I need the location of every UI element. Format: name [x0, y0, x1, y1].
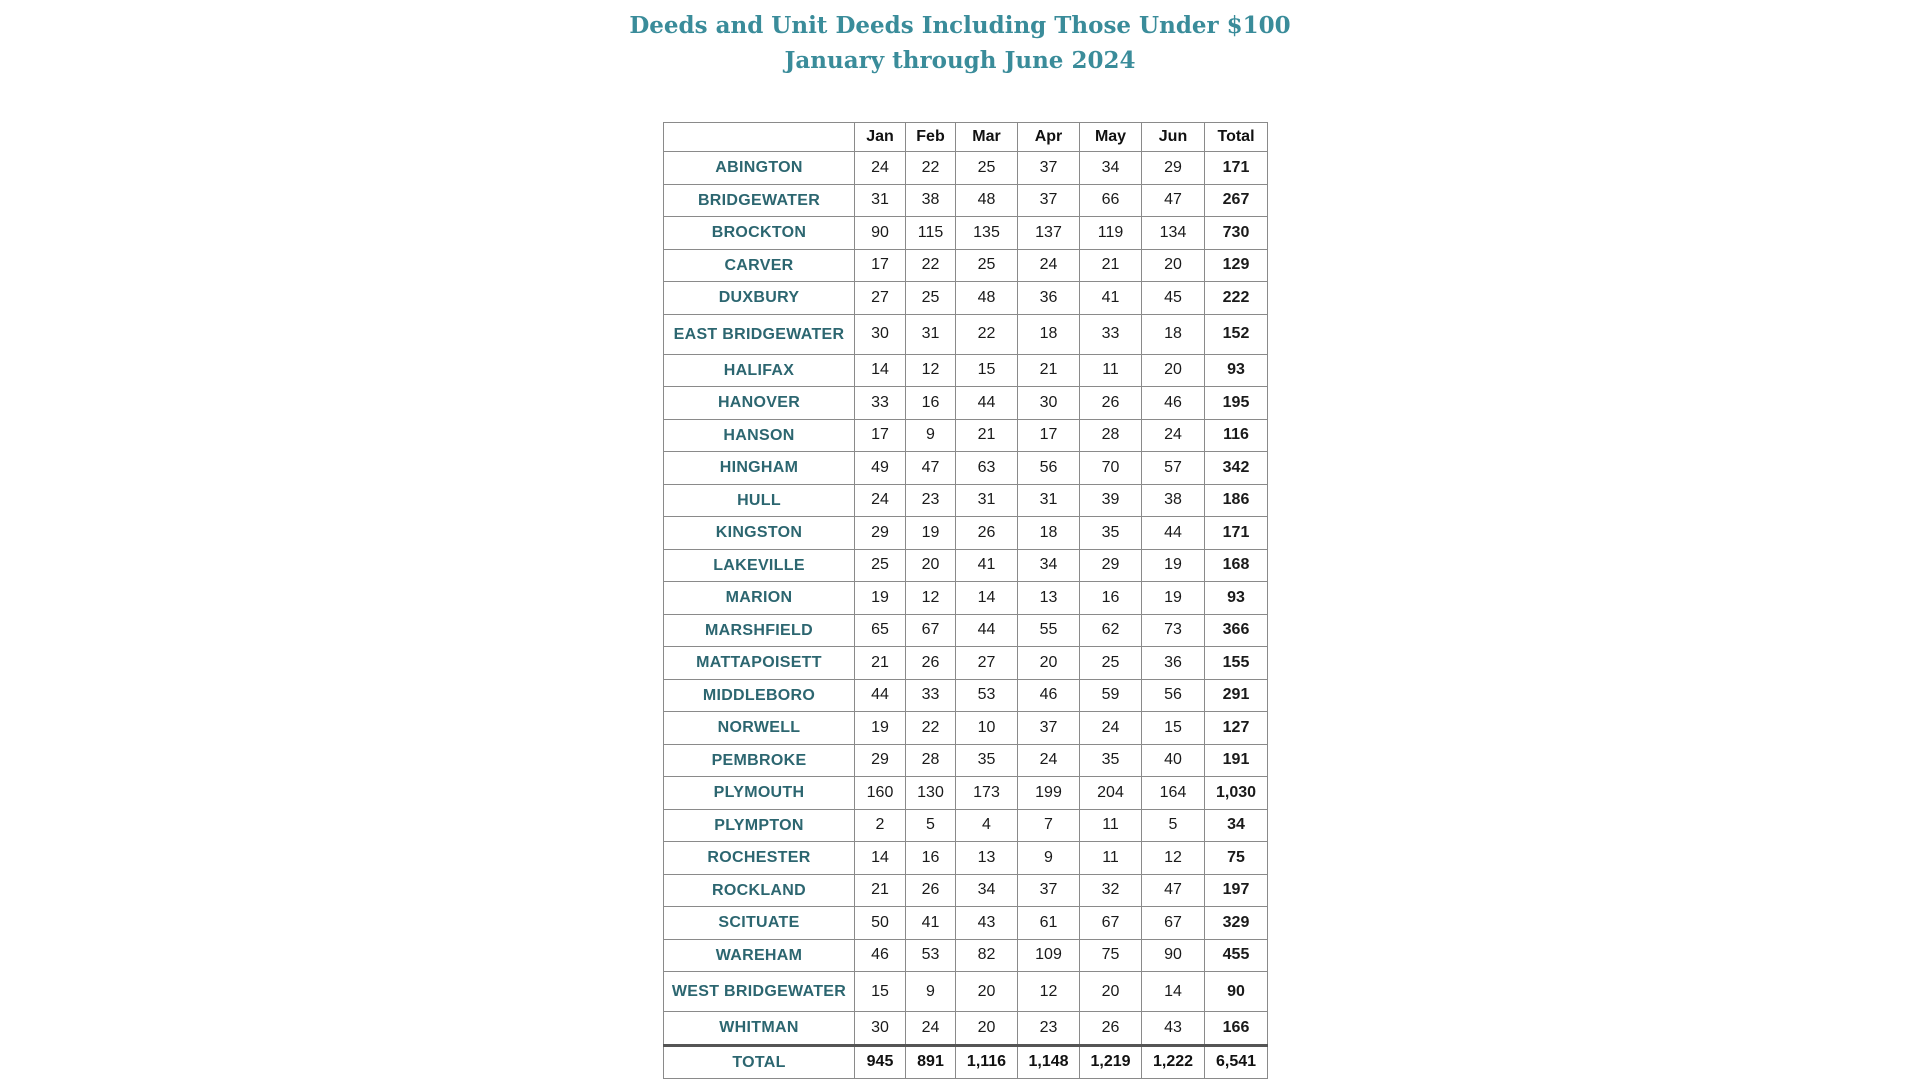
cell-feb: 67: [906, 614, 956, 647]
cell-total: 191: [1205, 744, 1268, 777]
cell-mar: 25: [956, 249, 1018, 282]
cell-jun: 20: [1142, 249, 1205, 282]
town-name: BROCKTON: [664, 217, 855, 250]
cell-feb: 12: [906, 354, 956, 387]
cell-apr: 30: [1018, 387, 1080, 420]
cell-jun: 44: [1142, 517, 1205, 550]
cell-jun: 134: [1142, 217, 1205, 250]
cell-total: 1,030: [1205, 777, 1268, 810]
title-line-2: January through June 2024: [784, 47, 1136, 74]
cell-total: 455: [1205, 939, 1268, 972]
town-name: KINGSTON: [664, 517, 855, 550]
cell-jun: 5: [1142, 809, 1205, 842]
cell-may: 33: [1080, 314, 1142, 354]
table-row: [664, 582, 1268, 615]
cell-apr: 37: [1018, 184, 1080, 217]
table-row: [664, 217, 1268, 250]
cell-mar: 41: [956, 549, 1018, 582]
town-name: ROCHESTER: [664, 842, 855, 875]
cell-apr: 61: [1018, 907, 1080, 940]
cell-may: 66: [1080, 184, 1142, 217]
cell-may: 204: [1080, 777, 1142, 810]
cell-mar: 21: [956, 419, 1018, 452]
cell-jun: 43: [1142, 1012, 1205, 1046]
cell-feb: 115: [906, 217, 956, 250]
cell-jun: 18: [1142, 314, 1205, 354]
cell-mar: 26: [956, 517, 1018, 550]
town-name: HANSON: [664, 419, 855, 452]
cell-may: 59: [1080, 679, 1142, 712]
cell-jun: 36: [1142, 647, 1205, 680]
cell-jun: 90: [1142, 939, 1205, 972]
table-row: [664, 777, 1268, 810]
total-jun: 1,222: [1142, 1045, 1205, 1079]
cell-total: 171: [1205, 517, 1268, 550]
cell-mar: 48: [956, 184, 1018, 217]
cell-mar: 15: [956, 354, 1018, 387]
header-jun: Jun: [1142, 123, 1205, 152]
cell-feb: 5: [906, 809, 956, 842]
cell-may: 24: [1080, 712, 1142, 745]
cell-jan: 49: [855, 452, 906, 485]
cell-apr: 20: [1018, 647, 1080, 680]
cell-apr: 46: [1018, 679, 1080, 712]
cell-apr: 13: [1018, 582, 1080, 615]
cell-feb: 130: [906, 777, 956, 810]
cell-jan: 24: [855, 484, 906, 517]
cell-jun: 19: [1142, 549, 1205, 582]
table-row: [664, 549, 1268, 582]
cell-apr: 18: [1018, 517, 1080, 550]
cell-jan: 25: [855, 549, 906, 582]
cell-feb: 22: [906, 152, 956, 185]
cell-mar: 22: [956, 314, 1018, 354]
header-feb: Feb: [906, 123, 956, 152]
total-grand: 6,541: [1205, 1045, 1268, 1079]
table-row: [664, 679, 1268, 712]
cell-apr: 21: [1018, 354, 1080, 387]
cell-total: 329: [1205, 907, 1268, 940]
table-row: [664, 314, 1268, 354]
town-name: EAST BRIDGEWATER: [664, 314, 855, 354]
total-feb: 891: [906, 1045, 956, 1079]
table-row: [664, 939, 1268, 972]
cell-may: 21: [1080, 249, 1142, 282]
cell-total: 267: [1205, 184, 1268, 217]
cell-total: 155: [1205, 647, 1268, 680]
cell-may: 67: [1080, 907, 1142, 940]
cell-apr: 37: [1018, 874, 1080, 907]
town-name: WEST BRIDGEWATER: [664, 972, 855, 1012]
table-row: [664, 744, 1268, 777]
cell-mar: 63: [956, 452, 1018, 485]
cell-mar: 82: [956, 939, 1018, 972]
cell-may: 29: [1080, 549, 1142, 582]
cell-mar: 10: [956, 712, 1018, 745]
cell-apr: 34: [1018, 549, 1080, 582]
cell-total: 186: [1205, 484, 1268, 517]
cell-may: 20: [1080, 972, 1142, 1012]
table-row: [664, 809, 1268, 842]
cell-apr: 18: [1018, 314, 1080, 354]
cell-jun: 20: [1142, 354, 1205, 387]
cell-total: 152: [1205, 314, 1268, 354]
table-row: [664, 354, 1268, 387]
cell-jun: 24: [1142, 419, 1205, 452]
header-apr: Apr: [1018, 123, 1080, 152]
cell-jun: 47: [1142, 184, 1205, 217]
cell-jan: 19: [855, 582, 906, 615]
table-row: [664, 712, 1268, 745]
cell-total: 90: [1205, 972, 1268, 1012]
cell-feb: 53: [906, 939, 956, 972]
cell-mar: 48: [956, 282, 1018, 315]
cell-mar: 4: [956, 809, 1018, 842]
cell-total: 129: [1205, 249, 1268, 282]
cell-feb: 9: [906, 419, 956, 452]
cell-jan: 17: [855, 419, 906, 452]
cell-jan: 27: [855, 282, 906, 315]
cell-mar: 173: [956, 777, 1018, 810]
cell-feb: 25: [906, 282, 956, 315]
cell-jan: 17: [855, 249, 906, 282]
cell-mar: 14: [956, 582, 1018, 615]
town-name: HINGHAM: [664, 452, 855, 485]
header-jan: Jan: [855, 123, 906, 152]
cell-mar: 43: [956, 907, 1018, 940]
cell-mar: 13: [956, 842, 1018, 875]
cell-jun: 73: [1142, 614, 1205, 647]
cell-mar: 44: [956, 614, 1018, 647]
cell-jan: 15: [855, 972, 906, 1012]
cell-jan: 30: [855, 1012, 906, 1046]
cell-jan: 21: [855, 874, 906, 907]
cell-total: 75: [1205, 842, 1268, 875]
cell-apr: 31: [1018, 484, 1080, 517]
cell-jun: 14: [1142, 972, 1205, 1012]
cell-apr: 55: [1018, 614, 1080, 647]
table-row: [664, 907, 1268, 940]
town-name: WHITMAN: [664, 1012, 855, 1046]
town-name: PLYMOUTH: [664, 777, 855, 810]
cell-may: 26: [1080, 1012, 1142, 1046]
cell-may: 34: [1080, 152, 1142, 185]
cell-jan: 46: [855, 939, 906, 972]
cell-feb: 23: [906, 484, 956, 517]
cell-jan: 160: [855, 777, 906, 810]
cell-apr: 37: [1018, 712, 1080, 745]
town-name: HULL: [664, 484, 855, 517]
cell-may: 26: [1080, 387, 1142, 420]
cell-total: 730: [1205, 217, 1268, 250]
cell-apr: 12: [1018, 972, 1080, 1012]
cell-may: 70: [1080, 452, 1142, 485]
table-row: [664, 152, 1268, 185]
cell-apr: 7: [1018, 809, 1080, 842]
cell-jan: 21: [855, 647, 906, 680]
cell-apr: 23: [1018, 1012, 1080, 1046]
cell-total: 127: [1205, 712, 1268, 745]
table-row: [664, 874, 1268, 907]
town-name: MATTAPOISETT: [664, 647, 855, 680]
cell-apr: 9: [1018, 842, 1080, 875]
cell-mar: 25: [956, 152, 1018, 185]
total-row: [664, 1045, 1268, 1079]
cell-jan: 19: [855, 712, 906, 745]
cell-feb: 16: [906, 842, 956, 875]
town-name: CARVER: [664, 249, 855, 282]
deeds-table: [663, 122, 1268, 1079]
cell-jun: 45: [1142, 282, 1205, 315]
cell-jun: 29: [1142, 152, 1205, 185]
cell-feb: 38: [906, 184, 956, 217]
cell-jan: 14: [855, 354, 906, 387]
cell-jun: 12: [1142, 842, 1205, 875]
cell-total: 197: [1205, 874, 1268, 907]
cell-jun: 19: [1142, 582, 1205, 615]
cell-apr: 24: [1018, 249, 1080, 282]
town-name: WAREHAM: [664, 939, 855, 972]
town-name: ABINGTON: [664, 152, 855, 185]
table-row: [664, 842, 1268, 875]
cell-feb: 22: [906, 712, 956, 745]
table-row: [664, 387, 1268, 420]
cell-total: 34: [1205, 809, 1268, 842]
town-name: HALIFAX: [664, 354, 855, 387]
cell-jun: 47: [1142, 874, 1205, 907]
cell-jan: 14: [855, 842, 906, 875]
total-apr: 1,148: [1018, 1045, 1080, 1079]
cell-jan: 29: [855, 744, 906, 777]
cell-jun: 40: [1142, 744, 1205, 777]
header-town: [664, 123, 855, 152]
cell-apr: 137: [1018, 217, 1080, 250]
table-row: [664, 419, 1268, 452]
cell-apr: 36: [1018, 282, 1080, 315]
table-row: [664, 972, 1268, 1012]
cell-total: 93: [1205, 354, 1268, 387]
cell-may: 32: [1080, 874, 1142, 907]
header-row: [664, 123, 1268, 152]
cell-feb: 22: [906, 249, 956, 282]
town-name: MARSHFIELD: [664, 614, 855, 647]
cell-total: 366: [1205, 614, 1268, 647]
cell-feb: 26: [906, 874, 956, 907]
cell-may: 11: [1080, 809, 1142, 842]
table-row: [664, 184, 1268, 217]
cell-may: 11: [1080, 354, 1142, 387]
cell-feb: 20: [906, 549, 956, 582]
cell-total: 166: [1205, 1012, 1268, 1046]
table-row: [664, 517, 1268, 550]
header-may: May: [1080, 123, 1142, 152]
cell-may: 35: [1080, 517, 1142, 550]
total-may: 1,219: [1080, 1045, 1142, 1079]
town-name: DUXBURY: [664, 282, 855, 315]
cell-mar: 20: [956, 972, 1018, 1012]
town-name: BRIDGEWATER: [664, 184, 855, 217]
town-name: SCITUATE: [664, 907, 855, 940]
cell-feb: 9: [906, 972, 956, 1012]
cell-mar: 31: [956, 484, 1018, 517]
table-row: [664, 1012, 1268, 1046]
table-row: [664, 647, 1268, 680]
cell-jun: 46: [1142, 387, 1205, 420]
report-title: [0, 8, 1920, 78]
cell-feb: 41: [906, 907, 956, 940]
cell-may: 39: [1080, 484, 1142, 517]
cell-jun: 164: [1142, 777, 1205, 810]
cell-jun: 38: [1142, 484, 1205, 517]
cell-feb: 16: [906, 387, 956, 420]
cell-total: 93: [1205, 582, 1268, 615]
cell-may: 25: [1080, 647, 1142, 680]
town-name: LAKEVILLE: [664, 549, 855, 582]
cell-total: 168: [1205, 549, 1268, 582]
town-name: HANOVER: [664, 387, 855, 420]
cell-apr: 56: [1018, 452, 1080, 485]
cell-mar: 27: [956, 647, 1018, 680]
cell-feb: 31: [906, 314, 956, 354]
cell-jan: 24: [855, 152, 906, 185]
table-row: [664, 249, 1268, 282]
cell-mar: 135: [956, 217, 1018, 250]
cell-total: 342: [1205, 452, 1268, 485]
cell-total: 195: [1205, 387, 1268, 420]
cell-may: 28: [1080, 419, 1142, 452]
cell-jan: 50: [855, 907, 906, 940]
table-row: [664, 452, 1268, 485]
cell-jan: 29: [855, 517, 906, 550]
cell-mar: 20: [956, 1012, 1018, 1046]
title-line-1: Deeds and Unit Deeds Including Those Under $100: [629, 12, 1291, 39]
cell-jan: 2: [855, 809, 906, 842]
town-name: PLYMPTON: [664, 809, 855, 842]
table-row: [664, 614, 1268, 647]
cell-feb: 24: [906, 1012, 956, 1046]
cell-jan: 90: [855, 217, 906, 250]
cell-may: 35: [1080, 744, 1142, 777]
cell-jan: 44: [855, 679, 906, 712]
town-name: PEMBROKE: [664, 744, 855, 777]
cell-mar: 34: [956, 874, 1018, 907]
cell-total: 222: [1205, 282, 1268, 315]
cell-total: 291: [1205, 679, 1268, 712]
cell-apr: 37: [1018, 152, 1080, 185]
cell-jun: 67: [1142, 907, 1205, 940]
cell-jan: 30: [855, 314, 906, 354]
cell-may: 75: [1080, 939, 1142, 972]
table-row: [664, 282, 1268, 315]
town-name: NORWELL: [664, 712, 855, 745]
header-mar: Mar: [956, 123, 1018, 152]
cell-total: 116: [1205, 419, 1268, 452]
town-name: ROCKLAND: [664, 874, 855, 907]
cell-jun: 15: [1142, 712, 1205, 745]
cell-may: 62: [1080, 614, 1142, 647]
cell-apr: 199: [1018, 777, 1080, 810]
table-body: [664, 152, 1268, 1079]
cell-feb: 12: [906, 582, 956, 615]
cell-feb: 33: [906, 679, 956, 712]
town-name: MIDDLEBORO: [664, 679, 855, 712]
header-total: Total: [1205, 123, 1268, 152]
cell-may: 119: [1080, 217, 1142, 250]
cell-apr: 109: [1018, 939, 1080, 972]
cell-may: 41: [1080, 282, 1142, 315]
cell-jun: 57: [1142, 452, 1205, 485]
cell-jan: 31: [855, 184, 906, 217]
cell-jan: 33: [855, 387, 906, 420]
cell-jan: 65: [855, 614, 906, 647]
cell-jun: 56: [1142, 679, 1205, 712]
cell-mar: 53: [956, 679, 1018, 712]
cell-mar: 35: [956, 744, 1018, 777]
total-label: TOTAL: [664, 1045, 855, 1079]
cell-apr: 17: [1018, 419, 1080, 452]
cell-may: 16: [1080, 582, 1142, 615]
cell-may: 11: [1080, 842, 1142, 875]
cell-mar: 44: [956, 387, 1018, 420]
total-mar: 1,116: [956, 1045, 1018, 1079]
cell-feb: 47: [906, 452, 956, 485]
town-name: MARION: [664, 582, 855, 615]
cell-apr: 24: [1018, 744, 1080, 777]
cell-feb: 26: [906, 647, 956, 680]
total-jan: 945: [855, 1045, 906, 1079]
table-row: [664, 484, 1268, 517]
cell-feb: 28: [906, 744, 956, 777]
cell-total: 171: [1205, 152, 1268, 185]
cell-feb: 19: [906, 517, 956, 550]
